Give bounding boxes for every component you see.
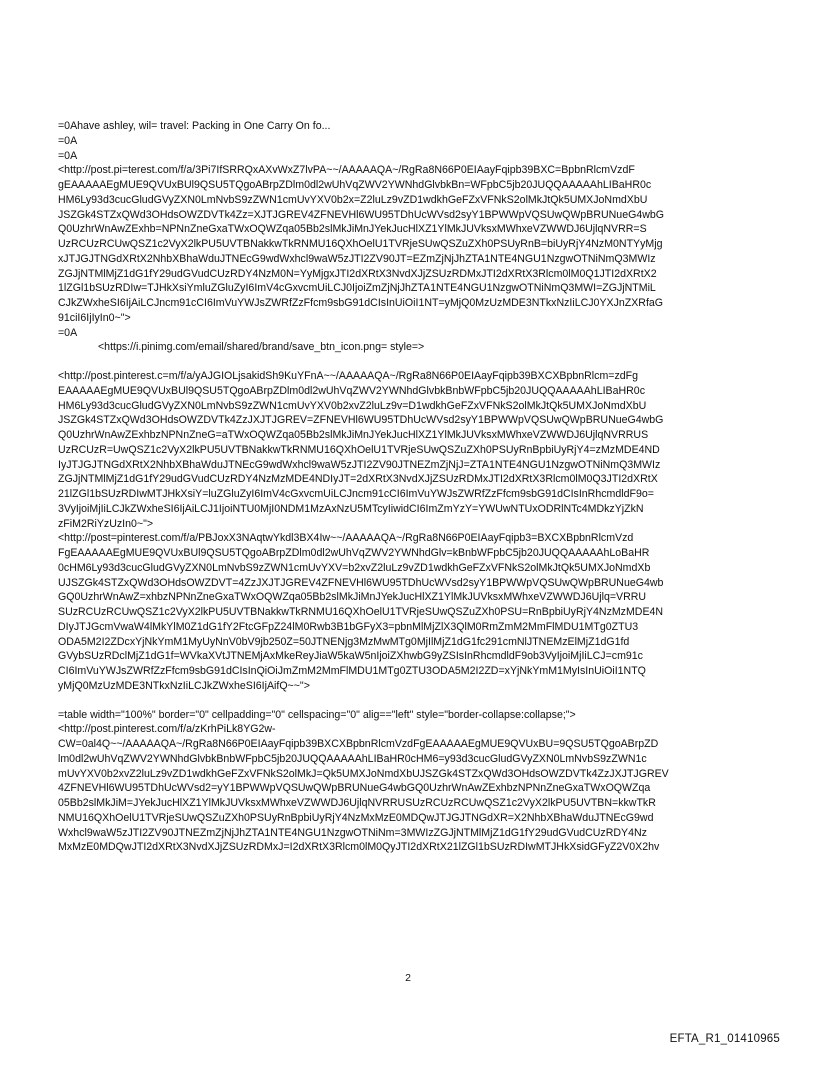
- url-line: CI6ImVuYWJsZWRfZzFfcm9sbG91dCIsInQiOiJmZmM2MmFlMDU1MTg0ZTU3ODA5M2I2ZD=xYjNkYmM1MyIsInUiOiI1NTQ: [58, 665, 646, 677]
- url-line: <http://post.pinterest.com/f/a/zKrhPiLk8YG2w-: [58, 723, 276, 736]
- url-line: gEAAAAAEgMUE9QVUxBUl9QSU5TQgoABrpZDlm0dl2wUhVqZWV2YWNhdGlvbkBn=WFpbC5jb20JUQQAAAAAhLIBaHR0c: [58, 179, 652, 191]
- url-line: <http://post=pinterest.com/f/a/PBJoxX3NAqtwYkdl3BX4Iw~~/AAAAAQA~/RgRa8N66P0EIAayFqipb3=BXCXBpbnRlcmVzd: [58, 532, 634, 545]
- url-line: lm0dl2wUhVqZWV2YWNhdGlvbkBnbWFpbC5jb20JUQQAAAAAhLIBaHR0cHM6=y93d3cucGludGVyZXN0LmNvbS9zZWN1c: [58, 752, 647, 765]
- text-line: =0A: [58, 149, 78, 162]
- url-line: GQ0UzhrWnAwZ=xhbzNPNnZneGxaTWxOQWZqa05Bb2slMkJiMnJYekJucHlXZ1YlMkJUVksxMWhxeVZWWDJ6Ujlq=VRRU: [58, 591, 647, 604]
- url-line: JSZGk4STZxQWd3OHdsOWZDVTk4Zz=XJTJGREV4ZFNEVHl6WU95TDhUcWVsd2syY1BPWWpVQSUwQWpBRUNueG4wbG: [58, 208, 665, 221]
- url-line: JSZGk4STZxQWd3OHdsOWZDVTk4ZzJXJTJGREV=ZFNEVHl6WU95TDhUcWVsd2syY1BPWWpVQSUwQWpBRUNueG4wbG: [58, 414, 664, 427]
- url-line: 0cHM6Ly93d3cucGludGVyZXN0LmNvbS9zZWN1cmUvYXV=b2xvZ2luLz9vZD1wdkhGeFZxVFNkS2olMkJtQk5UMXJoNmdXb: [58, 561, 651, 574]
- url-line: MxMzE0MDQwJTI2dXRtX3NvdXJjZSUzRDMxJ=I2dXRtX3Rlcm0lM0QyJTI2dXRtX21lZGl1bSUzRDIwMTJHkXsidGFyZ2V0X2hv: [58, 841, 660, 854]
- url-line: mUvYXV0b2xvZ2luLz9vZD1wdkhGeFZxVFNkS2olMkJ=Qk5UMXJoNmdXbUJSZGk4STZxQWd3OHdsOWZDVTk4ZzJXJTJGREV: [58, 767, 669, 780]
- url-line: IyJTJGJTNGdXRtX2NhbXBhaWduJTNEcG9wdWxhcl9waW5zJTI2ZV90JTNEZmZjNjJ=ZTA1NTE4NGU1NzgwOTNiNmQ3MWIz: [58, 458, 661, 471]
- text-line: =0A: [58, 134, 78, 147]
- url-line: 3VyIjoiMjIiLCJkZWxheSI6IjAiLCJ1IjoiNTU0MjI0NDM1MzAxNzU5MTcyIiwidCI6ImZmYzY=YWUwNTUxODRlNTc4MDkzYjZkN: [58, 502, 644, 515]
- url-line: <http://post.pinterest.c=m/f/a/yAJGIOLjsakidSh9KuYFnA~~/AAAAAQA~/RgRa8N66P0EIAayFqipb39BXCXBpbnRlcm=zdFg: [58, 370, 639, 382]
- url-line: ODA5M2I2ZDcxYjNkYmM1MyUyNnV0bV9jb250Z=50JTNENjg3MzMwMTg0MjIlMjZ1dG1fc291cmNlJTNEMzElMjZ1dG1fd: [58, 635, 630, 648]
- url-line: UJSZGk4STZxQWd3OHdsOWZDVT=4ZzJXJTJGREV4ZFNEVHl6WU95TDhUcWVsd2syY1BPWWpVQSUwQWpBRUNueG4wb: [58, 576, 664, 589]
- url-line: Q0UzhrWnAwZExhbzNPNnZneG=aTWxOQWZqa05Bb2slMkJiMnJYekJucHlXZ1YlMkJUVksxMWhxeVZWWDJ6UjlqNVRRUS: [58, 429, 649, 441]
- image-reference-line: <https://i.pinimg.com/email/shared/brand/save_btn_icon.png= style=>: [98, 341, 425, 354]
- url-line: DIyJTJGcmVwaW4lMkYlM0Z1dG1fY2FtcGFpZ24lM0Rwb3B1bGFyX3=pbnMlMjZlX3QlM0RmZmM2MmFlMDU1MTg0ZTU3: [58, 620, 639, 633]
- url-line: EAAAAAEgMUE9QVUxBUl9QSU5TQgoABrpZDlm0dl2wUhVqZWV2YWNhdGlvbkBnbWFpbC5jb20JUQQAAAAAhLIBaHR0c: [58, 384, 645, 397]
- blank-line: [58, 355, 770, 369]
- url-line: <http://post.pi=terest.com/f/a/3Pi7IfSRRQxAXvWxZ7lvPA~~/AAAAAQA~/RgRa8N66P0EIAayFqipb39BXC=BpbnRlcmVzdF: [58, 164, 635, 177]
- url-line: SUzRCUzRCUwQSZ1c2VyX2lkPU5UVTBNakkwTkRNMU16QXhOelU1TVRjeSUwQSZuZXh0PSU=RnBpbiUyRjY4NzMzMDE4N: [58, 606, 664, 618]
- url-line: 4ZFNEVHl6WU95TDhUcWVsd2=yY1BPWWpVQSUwQWpBRUNueG4wbGQ0UzhrWnAwZExhbzNPNnZneGxaTWxOQWZqa: [58, 782, 651, 795]
- blank-line: [58, 694, 770, 708]
- url-line: HM6Ly93d3cucGludGVyZXN0LmNvbS9zZWN1cmUvYXV0b2xvZ2luLz9v=D1wdkhGeFZxVFNkS2olMkJtQk5UMXJoNmdXbU: [58, 399, 647, 412]
- url-line: ZGJjNTMlMjZ1dG1fY29udGVudCUzRDY4NzM0N=YyMjgxJTI2dXRtX3NvdXJjZSUzRDMxJTI2dXRtX3Rlcm0lM0Q1JTI2dXRtX2: [58, 267, 657, 280]
- url-line: CW=0al4Q~~/AAAAAQA~/RgRa8N66P0EIAayFqipb39BXCXBpbnRlcmVzdFgEAAAAAEgMUE9QVUxBU=9QSU5TQgoABrpZD: [58, 738, 659, 750]
- url-line: UzRCUzR=UwQSZ1c2VyX2lkPU5UVTBNakkwTkRNMU16QXhOelU1TVRjeSUwQSZuZXh0PSUyRnBpbiUyRjY4=zMzMDE4ND: [58, 443, 660, 456]
- url-line: 1lZGl1bSUzRDIw=TJHkXsiYmluZGluZyI6ImV4cGxvcmUiLCJ0IjoiZmZjNjJhZTA1NTE4NGU1NzgwOTNiNmQ3MWI=ZGJjNTMiL: [58, 282, 656, 295]
- url-line: FgEAAAAAEgMUE9QVUxBUl9QSU5TQgoABrpZDlm0dl2wUhVqZWV2YWNhdGlv=kBnbWFpbC5jb20JUQQAAAAAhLoBaHR: [58, 547, 650, 559]
- url-line: Wxhcl9waW5zJTI2ZV90JTNEZmZjNjJhZTA1NTE4NGU1NzgwOTNiNm=3MWIzZGJjNTMlMjZ1dG1fY29udGVudCUzRDY4Nz: [58, 826, 647, 839]
- url-line: CJkZWxheSI6IjAiLCJncm91cCI6ImVuYWJsZWRfZzFfcm9sbG91dCIsInUiOiI1NT=yMjQ0MzUzMDE3NTkxNzIiLCJ0YXJnZXRfaG: [58, 297, 664, 309]
- url-line: UzRCUzRCUwQSZ1c2VyX2lkPU5UVTBNakkwTkRNMU16QXhOelU1TVRjeSUwQSZuZXh0PSUyRnB=biUyRjY4NzM0NTYyMjg: [58, 238, 663, 250]
- url-line: HM6Ly93d3cucGludGVyZXN0LmNvbS9zZWN1cmUvYXV0b2x=Z2luLz9vZD1wdkhGeFZxVFNkS2olMkJtQk5UMXJoNmdXbU: [58, 193, 648, 206]
- bates-id: EFTA_R1_01410965: [669, 1033, 780, 1045]
- url-line: GVybSUzRDclMjZ1dG1f=WVkaXVtJTNEMjAxMkeReyJiaW5kaW5nIjoiZXhwbG9yZSIsInRhcmdldF9ob3VyIjoiMjIiLCJ=cm91c: [58, 650, 643, 663]
- email-body-text: [58, 119, 770, 855]
- text-line: =0A: [58, 326, 78, 339]
- url-line: ZGJjNTMlMjZ1dG1fY29udGVudCUzRDY4NzMzMDE4NDIyJT=2dXRtX3NvdXJjZSUzRDMxJTI2dXRtX3Rlcm0lM0Q3JTI2dXRtX: [58, 473, 658, 486]
- url-line: Q0UzhrWnAwZExhb=NPNnZneGxaTWxOQWZqa05Bb2slMkJiMnJYekJucHlXZ1YlMkJUVksxMWhxeVZWWDJ6UjlqNVRR=S: [58, 223, 647, 236]
- url-line: 91ciI6IjIyIn0~">: [58, 311, 131, 324]
- page-number: 2: [405, 972, 411, 984]
- url-line: yMjQ0MzUzMDE3NTkxNzIiLCJkZWxheSI6IjAifQ~~">: [58, 679, 310, 692]
- url-line: 05Bb2slMkJiM=JYekJucHlXZ1YlMkJUVksxMWhxeVZWWDJ6UjlqNVRRUSUzRCUzRCUwQSZ1c2VyX2lkPU5UVTBN=kkwTkR: [58, 797, 656, 809]
- url-line: zFiM2RiYzUzIn0~">: [58, 517, 154, 530]
- url-line: NMU16QXhOelU1TVRjeSUwQSZuZXh0PSUyRnBpbiUyRjY4NzMxMzE0MDQwJTJGJTNGdXR=X2NhbXBhaWduJTNEcG9wd: [58, 811, 654, 824]
- url-line: xJTJGJTNGdXRtX2NhbXBhaWduJTNEcG9wdWxhcl9waW5zJTI2ZV90JT=EZmZjNjJhZTA1NTE4NGU1NzgwOTNiNmQ3MWIz: [58, 252, 656, 265]
- url-line: 21lZGl1bSUzRDIwMTJHkXsiY=luZGluZyI6ImV4cGxvcmUiLCJncm91cCI6ImVuYWJsZWRfZzFfcm9sbG91dCIsInRhcmdldF9o=: [58, 488, 654, 500]
- subject-line: =0Ahave ashley, wil= travel: Packing in One Carry On fo...: [58, 120, 331, 132]
- table-markup-line: =table width="100%" border="0" cellpadding="0" cellspacing="0" alig=="left" style="border-collapse:collapse;">: [58, 708, 576, 721]
